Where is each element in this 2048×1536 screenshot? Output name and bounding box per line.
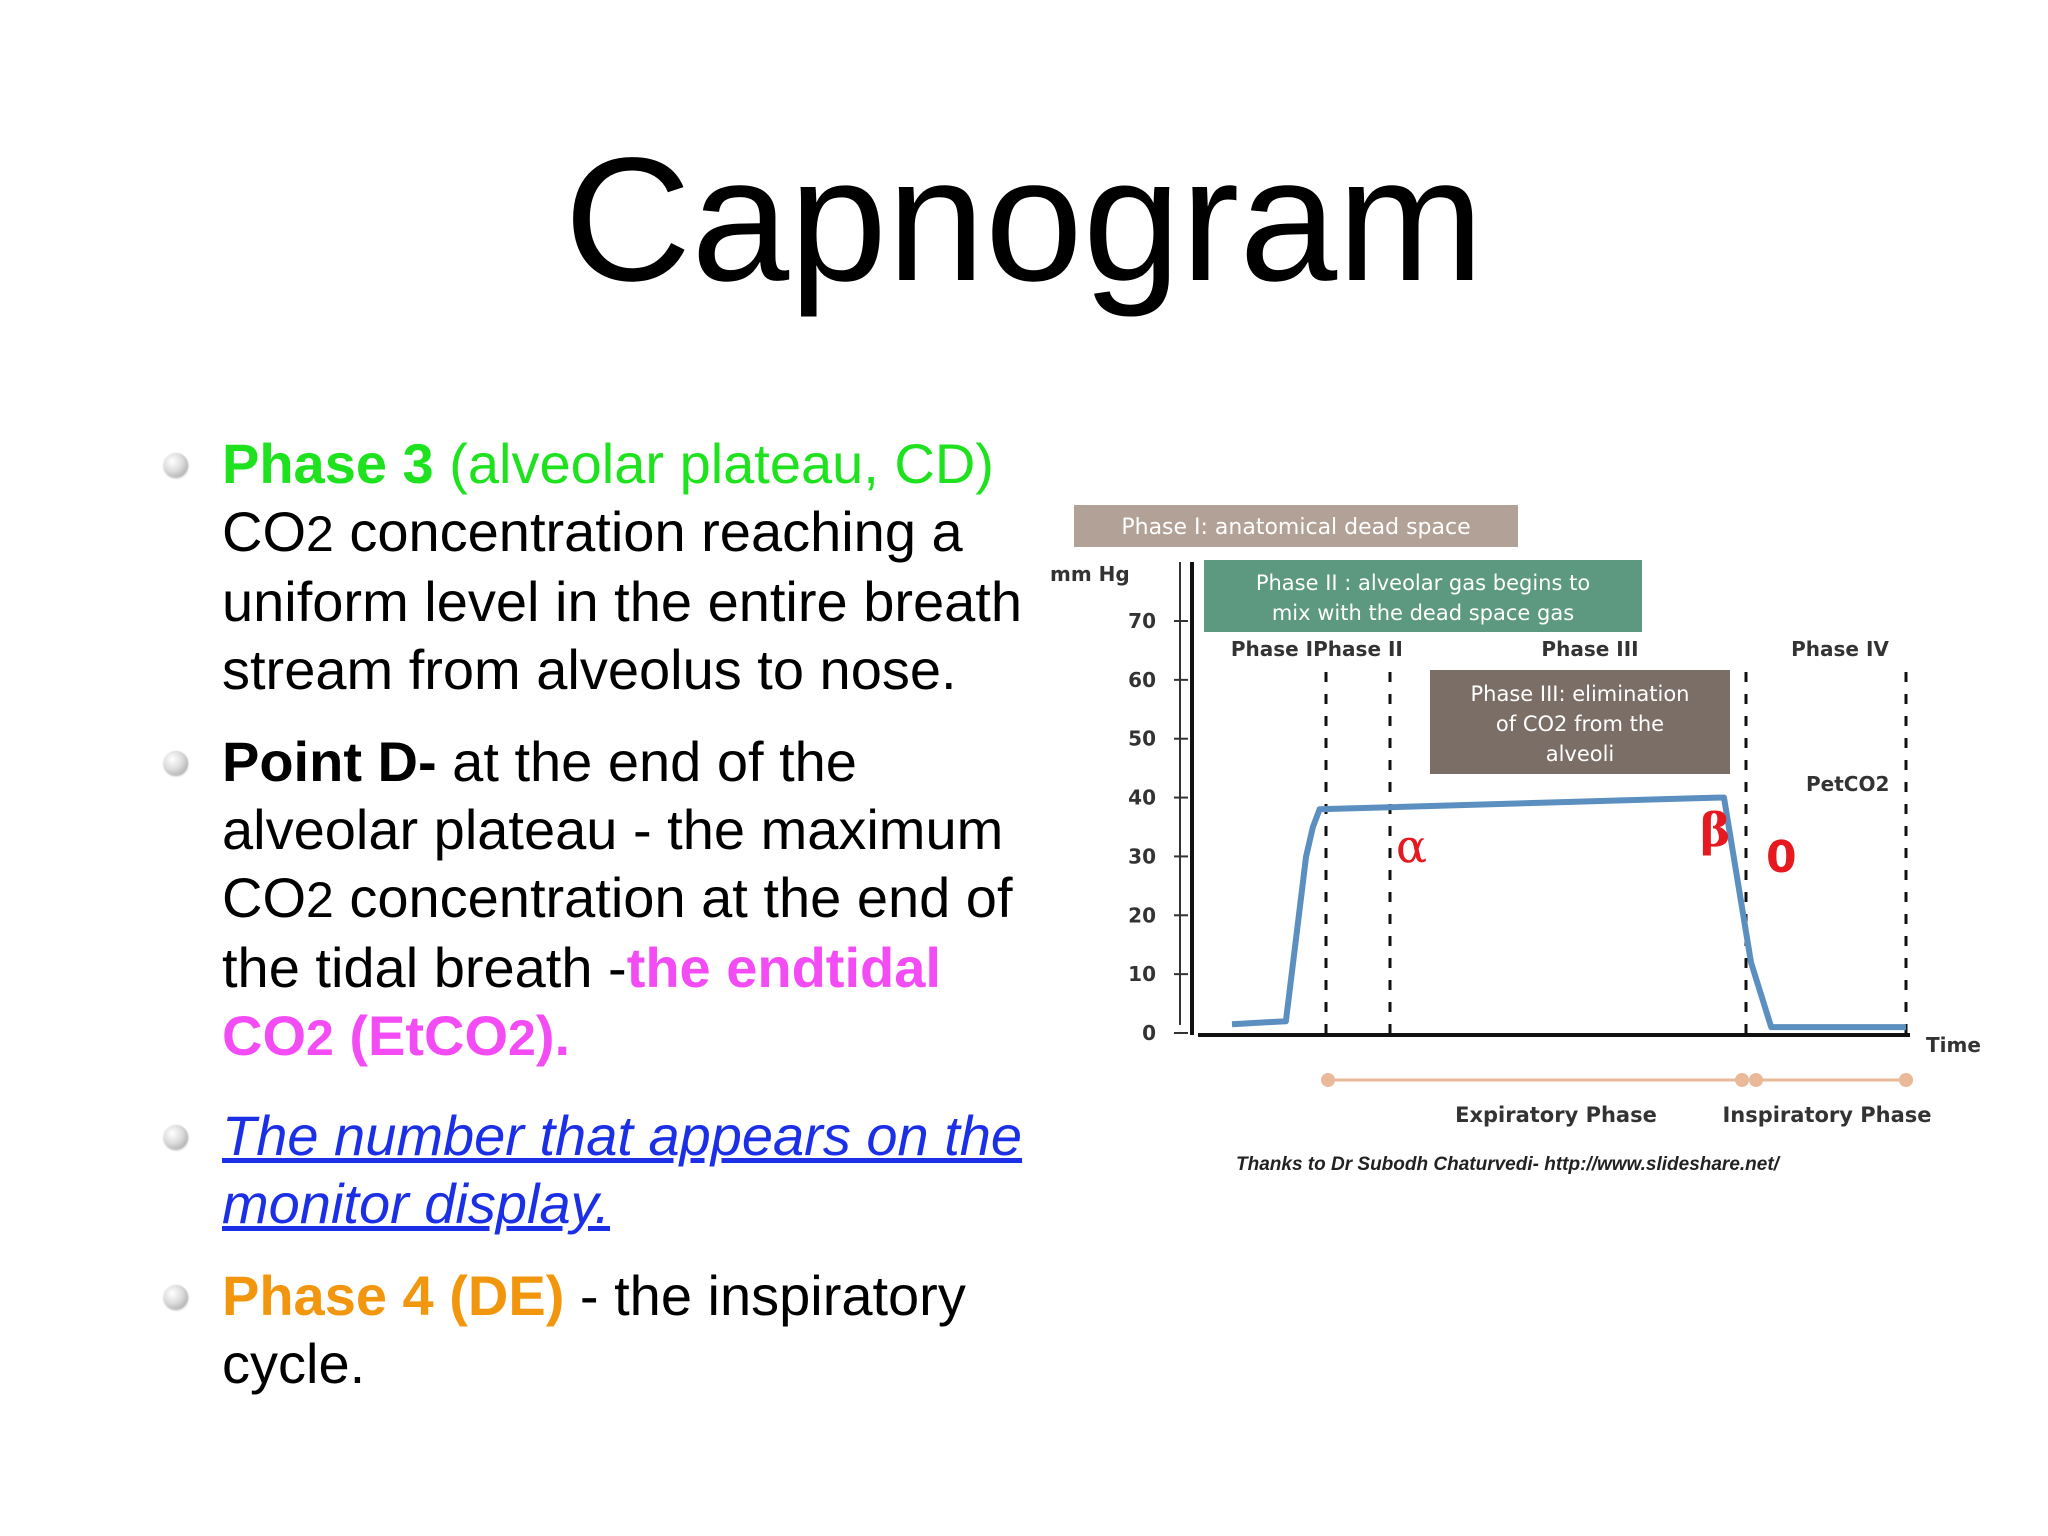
bullet-list — [160, 430, 1060, 1422]
banner-phase-1-text: Phase I: anatomical dead space — [1121, 515, 1471, 540]
point-d-text-b: concentration at the end of the tidal breath - — [222, 866, 1013, 999]
alpha-label: α — [1396, 819, 1428, 873]
bullet-phase-4 — [160, 1262, 1060, 1398]
banner-phase-2-line2: mix with the dead space gas — [1271, 601, 1575, 625]
expiratory-label: Expiratory Phase — [1455, 1103, 1657, 1127]
phase-3-heading: Phase 3 — [222, 432, 434, 495]
y-tick-label: 50 — [1128, 726, 1156, 751]
inspiratory-end-dot — [1899, 1073, 1913, 1087]
phase-label-1: Phase I — [1230, 637, 1314, 661]
capnogram-diagram — [1050, 490, 2010, 1190]
etco2-sub-1: 2 — [306, 1010, 334, 1066]
y-tick-label: 0 — [1142, 1021, 1156, 1045]
slide-title: Capnogram — [564, 122, 1484, 318]
figure-credit: Thanks to Dr Subodh Chaturvedi- http://www.slideshare.net/ — [1236, 1154, 1779, 1175]
y-tick-label: 60 — [1128, 667, 1156, 692]
expiratory-start-dot — [1321, 1073, 1335, 1087]
banner-phase-3-line3: alveoli — [1545, 742, 1615, 766]
inspiratory-label: Inspiratory Phase — [1722, 1103, 1932, 1127]
bullet-icon — [164, 453, 188, 477]
phase-4-text: - the inspiratory cycle. — [222, 1264, 966, 1395]
bullet-point-d — [160, 728, 1060, 1072]
phase-3-note: (alveolar plateau, CD) — [433, 432, 994, 495]
inspiratory-start-dot — [1749, 1073, 1763, 1087]
capnogram-figure — [1050, 490, 2010, 1190]
capnogram-curve — [1232, 798, 1906, 1028]
beta-label: β — [1700, 803, 1731, 857]
y-tick-label: 40 — [1128, 785, 1156, 810]
y-tick-label: 20 — [1128, 903, 1156, 928]
phase-3-text-b: concentration reaching a uniform level in the entire breath stream from alveolus to nose. — [222, 500, 1022, 701]
phase-label-3: Phase III — [1541, 637, 1639, 661]
bullet-icon — [164, 1125, 188, 1149]
point-d-heading: Point D- — [222, 730, 437, 793]
bullet-icon — [164, 1285, 188, 1309]
y-axis-unit: mm Hg — [1050, 562, 1130, 586]
phase-3-text-a: CO — [222, 500, 306, 563]
banner-phase-3-line2: of CO2 from the — [1495, 712, 1665, 736]
point-d-sub: 2 — [306, 872, 334, 928]
petco2-label: PetCO2 — [1806, 772, 1890, 796]
x-axis-label: Time — [1926, 1033, 1981, 1057]
y-tick-label: 10 — [1128, 962, 1156, 987]
bullet-monitor-link — [160, 1102, 1060, 1238]
phase-label-2: Phase II — [1313, 637, 1403, 661]
phase-3-sub: 2 — [306, 506, 334, 562]
etco2-sub-2: 2 — [508, 1010, 536, 1066]
phase-label-4: Phase IV — [1791, 637, 1889, 661]
banner-phase-3-line1: Phase III: elimination — [1470, 682, 1690, 706]
bullet-icon — [164, 751, 188, 775]
y-tick-label: 70 — [1128, 609, 1156, 633]
y-tick-label: 30 — [1128, 844, 1156, 869]
phase-4-heading: Phase 4 (DE) — [222, 1264, 565, 1327]
expiratory-end-dot — [1735, 1073, 1749, 1087]
zero-label: 0 — [1766, 832, 1797, 883]
banner-phase-2-line1: Phase II : alveolar gas begins to — [1255, 571, 1591, 595]
point-d-text-a: at the end of the alveolar plateau - the maximum CO — [222, 730, 1004, 929]
etco2-highlight-c: ). — [535, 1004, 571, 1067]
etco2-highlight-a: the endtidal CO — [222, 936, 941, 1067]
bullet-phase-3 — [160, 430, 1060, 704]
monitor-display-link[interactable]: The number that appears on the monitor display. — [222, 1104, 1023, 1235]
etco2-highlight-b: (EtCO — [333, 1004, 509, 1067]
